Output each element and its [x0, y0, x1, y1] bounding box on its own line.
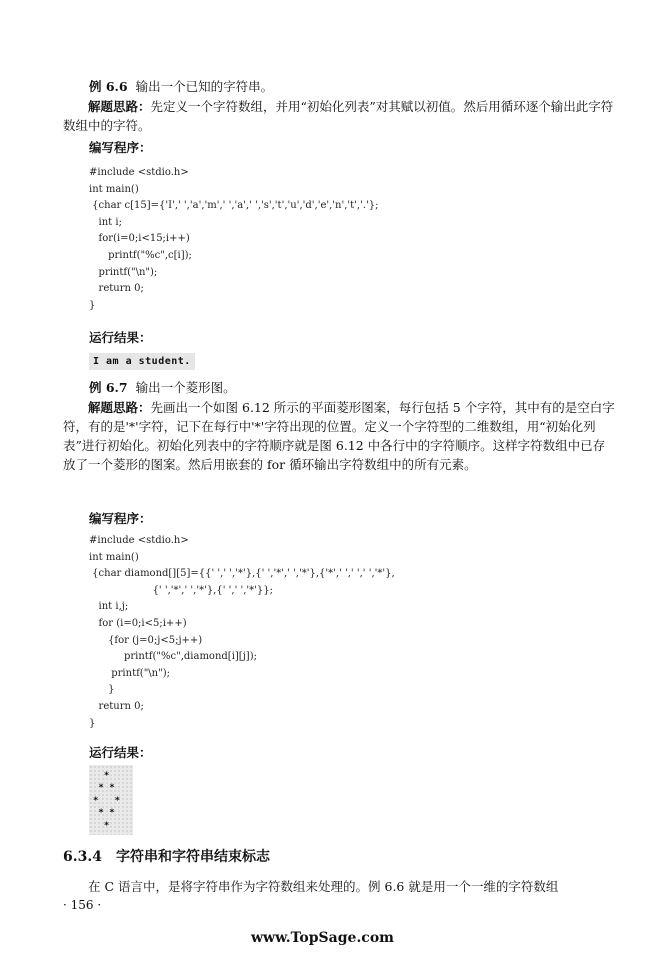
result-label: 运行结果：	[89, 330, 152, 345]
page-number: · 156 ·	[63, 898, 102, 912]
example-6-6-idea	[63, 97, 615, 135]
code-block-example-6-7: #include <stdio.h> int main() {char diamond[][5]={{' ',' ','*'},{' ','*',' ','*'},{'*',' ',' ',' ','*'}, {' ','*',' ','*'},{' ',' ','*'}}; int i,j; for (i=0;i<5;i++) {for (j=0;j<5;j++) printf("%c",diamond[i][j]); printf("\n"); } return 0; }	[89, 535, 395, 729]
diamond-output-text: * * * * * * * *	[93, 771, 121, 831]
idea-label: 解题思路：	[88, 400, 151, 415]
output-example-6-6: I am a student.	[89, 353, 195, 370]
result-label: 运行结果：	[89, 745, 152, 760]
program-label: 编写程序：	[89, 511, 152, 526]
idea-label: 解题思路：	[88, 99, 151, 114]
section-title: 字符串和字符串结束标志	[115, 849, 270, 865]
section-number: 6.3.4	[63, 849, 102, 865]
example-6-6-heading	[89, 79, 273, 95]
example-label: 例 6.7	[89, 380, 128, 395]
code-block-example-6-6: #include <stdio.h> int main() {char c[15]={'I',' ','a','m',' ','a',' ','s','t','u','d','e','n','t','.'}; int i; for(i=0;i<15;i++) printf("%c",c[i]); printf("\n"); return 0; }	[89, 167, 379, 311]
example-label: 例 6.6	[89, 79, 128, 94]
example-title: 输出一个菱形图。	[135, 380, 236, 395]
output-example-6-7	[89, 765, 133, 835]
footer-url: www.TopSage.com	[251, 930, 394, 946]
idea-text: 先定义一个字符数组，并用“初始化列表”对其赋以初值。然后用循环逐个输出此字符数组中的字符。	[63, 99, 614, 133]
example-6-7-idea	[63, 398, 615, 474]
section-text: 在 C 语言中，是将字符串作为字符数组来处理的。例 6.6 就是用一个一维的字符数组	[88, 879, 559, 894]
section-heading	[63, 848, 270, 866]
example-6-7-heading	[89, 380, 236, 396]
idea-text: 先画出一个如图 6.12 所示的平面菱形图案，每行包括 5 个字符，其中有的是空白字符，有的是'*'字符，记下在每行中'*'字符出现的位置。定义一个字符型的二维数组，用“初始化列表”进行初始化。初始化列表中的字符顺序就是图 6.12 中各行中的字符顺序。这样字符数组中已存放了一个菱形的图案。然后用嵌套的 for 循环输出字符数组中的所有元素。	[63, 400, 615, 472]
example-title: 输出一个已知的字符串。	[135, 79, 274, 94]
program-label: 编写程序：	[89, 140, 152, 155]
